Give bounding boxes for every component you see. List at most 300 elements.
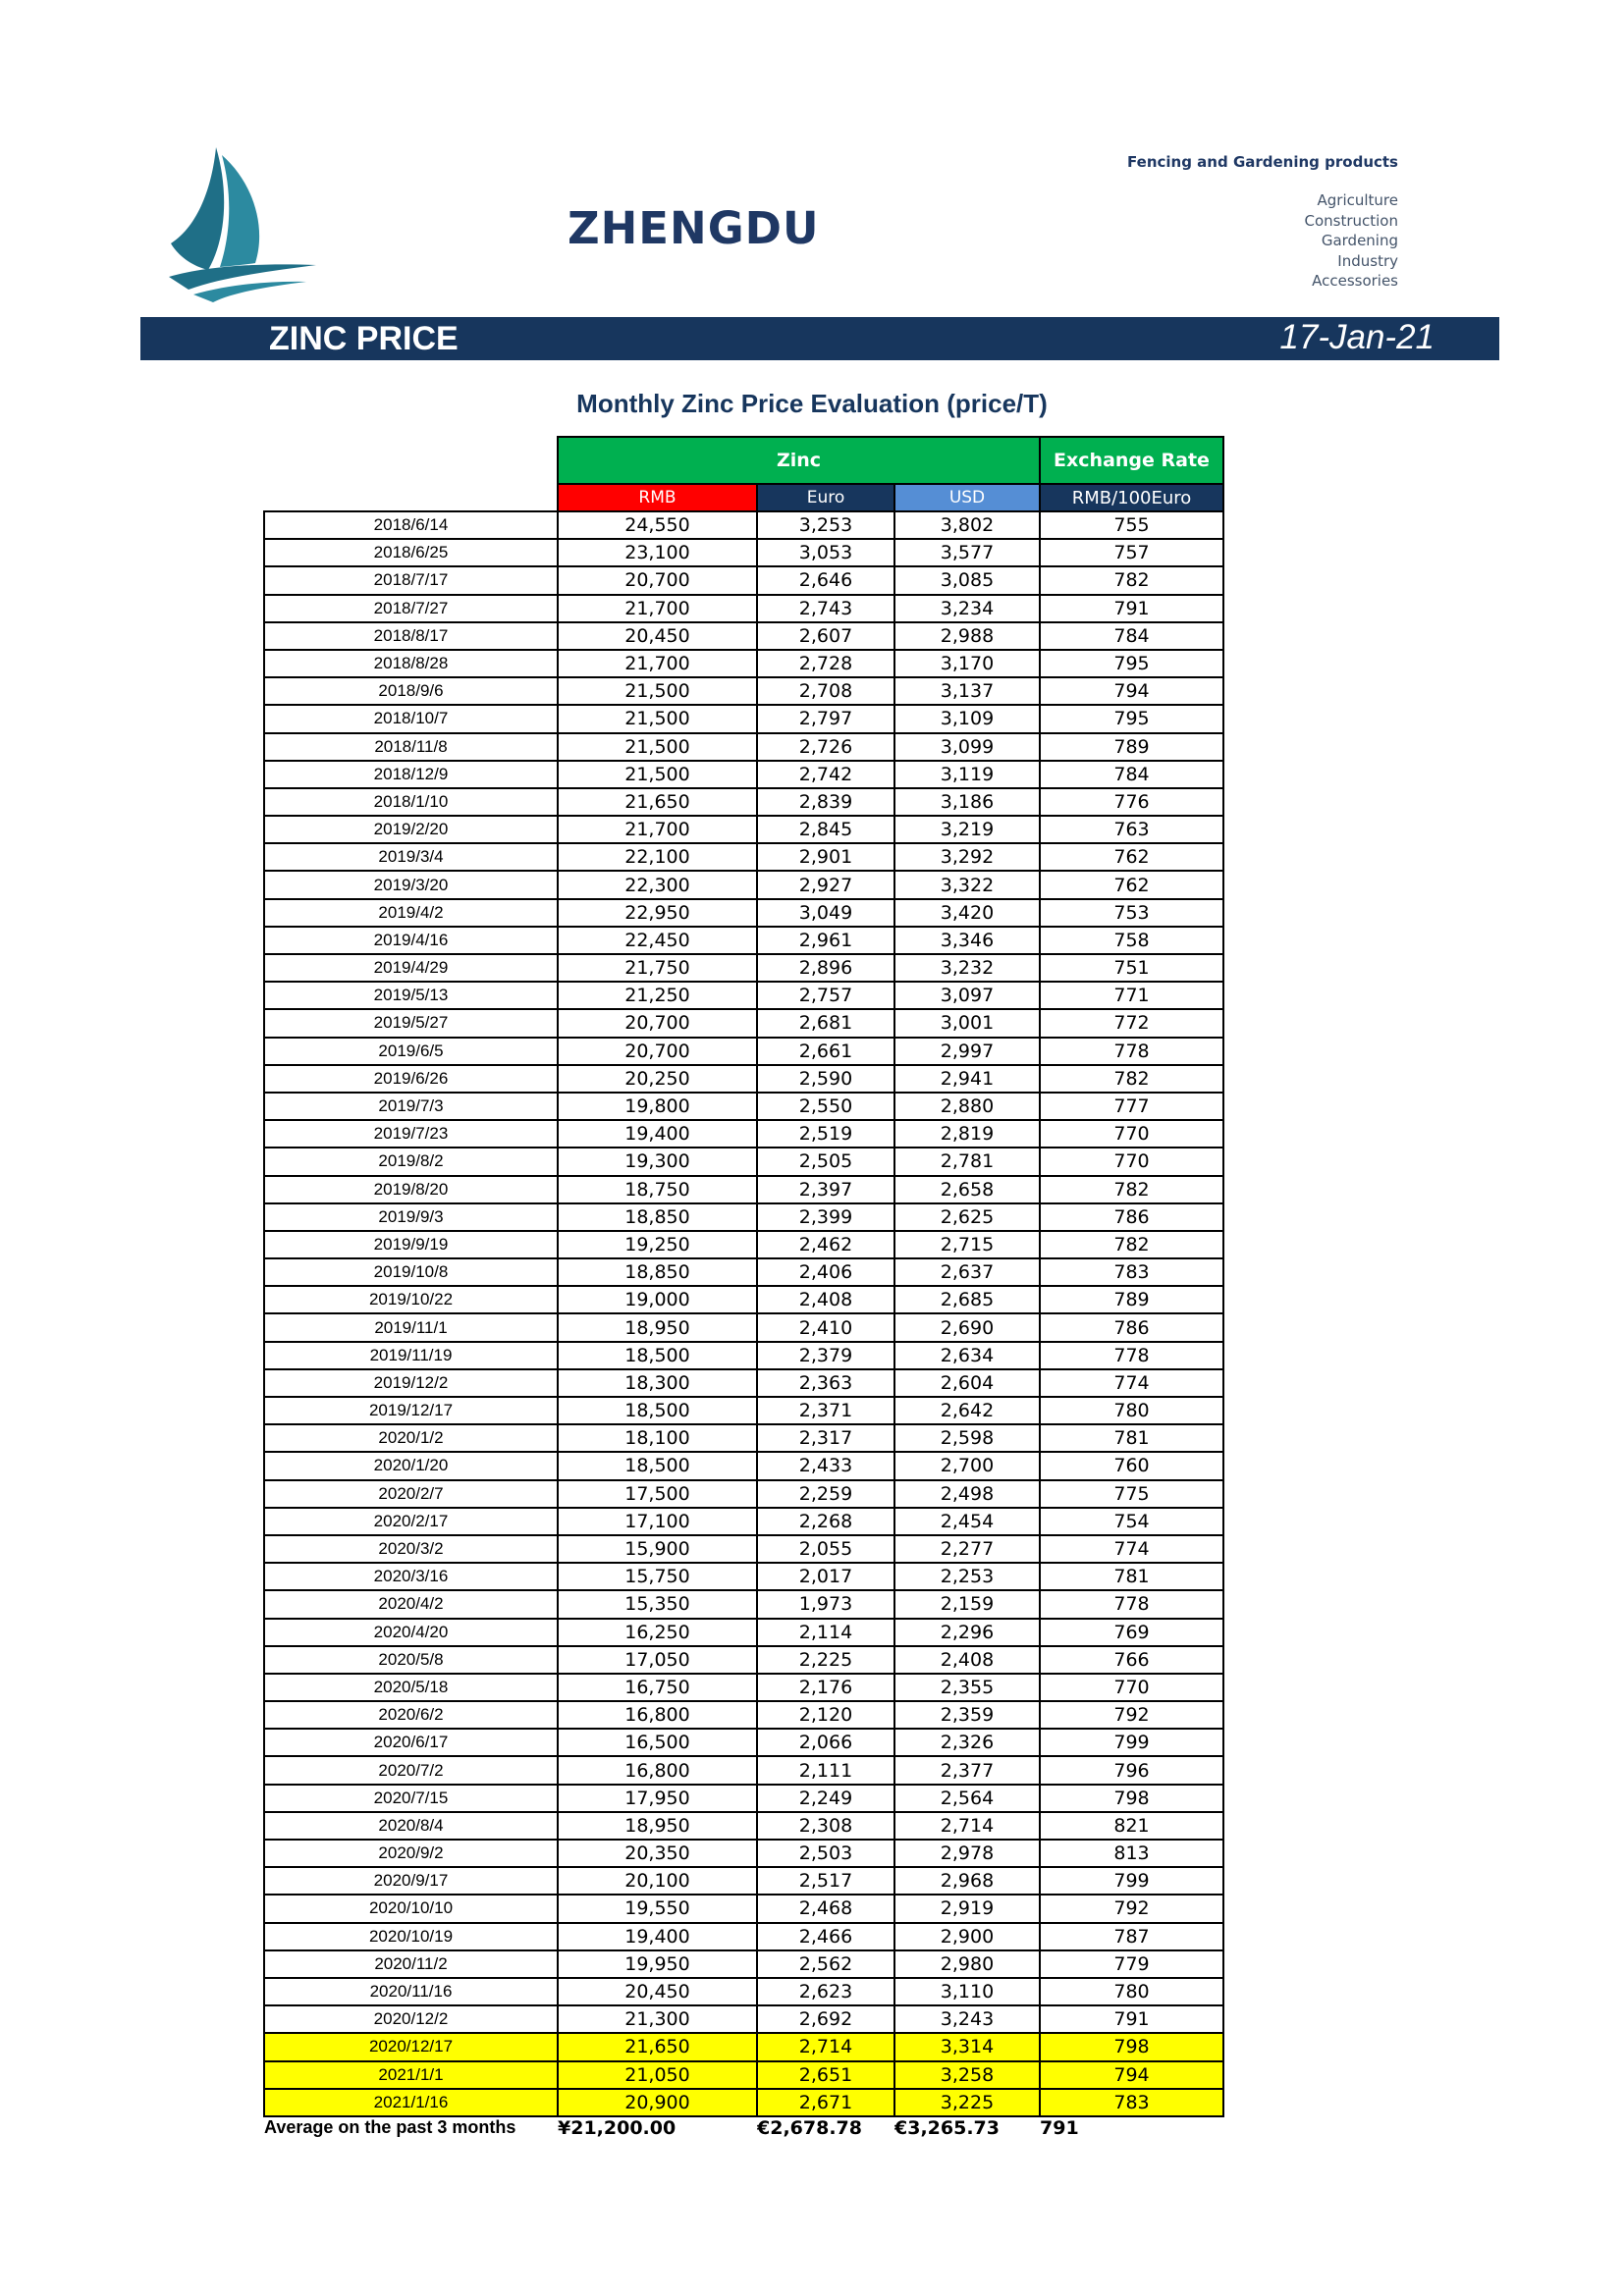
table-row [264, 1148, 1223, 1175]
column-header-rmb: RMB [558, 484, 757, 511]
table-row [264, 1342, 1223, 1369]
table-row [264, 1867, 1223, 1895]
taglines [1127, 153, 1398, 292]
cell-rate: 792 [1040, 1701, 1223, 1729]
cell-euro: 2,743 [757, 595, 894, 622]
cell-usd: 2,277 [894, 1535, 1040, 1563]
cell-rate: 787 [1040, 1923, 1223, 1950]
cell-usd: 3,258 [894, 2061, 1040, 2089]
cell-rate: 782 [1040, 1176, 1223, 1203]
cell-rate: 778 [1040, 1342, 1223, 1369]
cell-euro: 2,410 [757, 1313, 894, 1341]
cell-date: 2020/3/16 [264, 1563, 558, 1590]
cell-rate: 769 [1040, 1619, 1223, 1646]
cell-rmb: 21,750 [558, 954, 757, 982]
table-row [264, 1978, 1223, 2005]
table-row [264, 1535, 1223, 1563]
cell-rmb: 21,300 [558, 2005, 757, 2033]
cell-usd: 3,234 [894, 595, 1040, 622]
cell-rate: 813 [1040, 1840, 1223, 1867]
cell-usd: 3,110 [894, 1978, 1040, 2005]
table-row [264, 2033, 1223, 2060]
cell-rate: 821 [1040, 1812, 1223, 1840]
cell-usd: 2,355 [894, 1674, 1040, 1701]
cell-rate: 792 [1040, 1895, 1223, 1922]
table-row [264, 595, 1223, 622]
cell-date: 2019/6/5 [264, 1038, 558, 1065]
cell-usd: 3,225 [894, 2089, 1040, 2116]
cell-usd: 2,377 [894, 1756, 1040, 1784]
average-usd: €3,265.73 [894, 2116, 1000, 2139]
cell-euro: 2,399 [757, 1203, 894, 1231]
cell-usd: 2,625 [894, 1203, 1040, 1231]
cell-usd: 2,690 [894, 1313, 1040, 1341]
cell-euro: 2,550 [757, 1093, 894, 1120]
cell-rate: 779 [1040, 1950, 1223, 1978]
cell-rate: 784 [1040, 622, 1223, 650]
cell-date: 2019/10/8 [264, 1258, 558, 1286]
cell-euro: 2,742 [757, 761, 894, 788]
cell-date: 2018/7/27 [264, 595, 558, 622]
cell-date: 2019/10/22 [264, 1286, 558, 1313]
cell-rate: 774 [1040, 1369, 1223, 1397]
cell-usd: 2,997 [894, 1038, 1040, 1065]
table-row [264, 1397, 1223, 1424]
cell-rate: 784 [1040, 761, 1223, 788]
cell-rmb: 18,750 [558, 1176, 757, 1203]
cell-usd: 2,454 [894, 1508, 1040, 1535]
table-row [264, 899, 1223, 927]
cell-date: 2020/12/17 [264, 2033, 558, 2060]
cell-rmb: 16,750 [558, 1674, 757, 1701]
cell-date: 2020/10/10 [264, 1895, 558, 1922]
cell-rmb: 16,250 [558, 1619, 757, 1646]
cell-rate: 782 [1040, 1065, 1223, 1093]
cell-rate: 757 [1040, 539, 1223, 566]
cell-usd: 2,988 [894, 622, 1040, 650]
cell-rmb: 17,500 [558, 1480, 757, 1508]
sailboat-logo-icon [169, 147, 316, 304]
table-row [264, 1756, 1223, 1784]
cell-euro: 2,714 [757, 2033, 894, 2060]
cell-euro: 2,562 [757, 1950, 894, 1978]
cell-rmb: 21,700 [558, 595, 757, 622]
cell-usd: 2,564 [894, 1785, 1040, 1812]
cell-euro: 2,379 [757, 1342, 894, 1369]
cell-usd: 3,577 [894, 539, 1040, 566]
table-row [264, 982, 1223, 1009]
zinc-group-header: Zinc [558, 437, 1040, 484]
cell-usd: 3,219 [894, 816, 1040, 843]
cell-rmb: 17,050 [558, 1646, 757, 1674]
table-row [264, 788, 1223, 816]
cell-euro: 2,651 [757, 2061, 894, 2089]
cell-usd: 3,109 [894, 705, 1040, 732]
cell-usd: 2,919 [894, 1895, 1040, 1922]
cell-date: 2020/10/19 [264, 1923, 558, 1950]
cell-rate: 755 [1040, 511, 1223, 539]
cell-rmb: 18,100 [558, 1424, 757, 1452]
table-row [264, 1646, 1223, 1674]
cell-usd: 3,292 [894, 843, 1040, 871]
average-row [264, 2116, 1223, 2139]
cell-euro: 2,961 [757, 927, 894, 954]
cell-euro: 2,519 [757, 1120, 894, 1148]
cell-rmb: 21,500 [558, 761, 757, 788]
cell-rmb: 21,650 [558, 788, 757, 816]
cell-euro: 2,671 [757, 2089, 894, 2116]
column-header-usd: USD [894, 484, 1040, 511]
table-row [264, 1674, 1223, 1701]
cell-date: 2019/5/27 [264, 1009, 558, 1037]
report-date: 17-Jan-21 [1279, 318, 1435, 356]
cell-rmb: 20,450 [558, 622, 757, 650]
cell-usd: 3,186 [894, 788, 1040, 816]
cell-usd: 2,498 [894, 1480, 1040, 1508]
cell-rate: 791 [1040, 595, 1223, 622]
table-row [264, 871, 1223, 898]
cell-usd: 2,634 [894, 1342, 1040, 1369]
cell-date: 2020/2/7 [264, 1480, 558, 1508]
cell-euro: 2,517 [757, 1867, 894, 1895]
table-row [264, 1120, 1223, 1148]
table-row [264, 1313, 1223, 1341]
cell-rate: 778 [1040, 1038, 1223, 1065]
cell-rate: 772 [1040, 1009, 1223, 1037]
cell-date: 2020/7/2 [264, 1756, 558, 1784]
table-row [264, 2005, 1223, 2033]
table-row [264, 1923, 1223, 1950]
cell-rmb: 20,700 [558, 566, 757, 594]
cell-usd: 2,700 [894, 1452, 1040, 1479]
column-header-euro: Euro [757, 484, 894, 511]
cell-usd: 3,314 [894, 2033, 1040, 2060]
cell-rmb: 20,450 [558, 1978, 757, 2005]
cell-euro: 2,927 [757, 871, 894, 898]
cell-euro: 2,259 [757, 1480, 894, 1508]
cell-rmb: 20,700 [558, 1038, 757, 1065]
table-row [264, 1258, 1223, 1286]
cell-rmb: 20,350 [558, 1840, 757, 1867]
cell-date: 2020/12/2 [264, 2005, 558, 2033]
cell-euro: 2,590 [757, 1065, 894, 1093]
cell-date: 2020/9/17 [264, 1867, 558, 1895]
average-label: Average on the past 3 months [264, 2117, 516, 2138]
table-row [264, 1812, 1223, 1840]
cell-euro: 2,708 [757, 677, 894, 705]
cell-rate: 770 [1040, 1120, 1223, 1148]
cell-rate: 795 [1040, 650, 1223, 677]
title-banner [140, 317, 1499, 360]
cell-date: 2020/5/8 [264, 1646, 558, 1674]
cell-date: 2020/1/20 [264, 1452, 558, 1479]
cell-rate: 795 [1040, 705, 1223, 732]
cell-rmb: 15,750 [558, 1563, 757, 1590]
cell-euro: 2,681 [757, 1009, 894, 1037]
cell-rmb: 19,950 [558, 1950, 757, 1978]
cell-date: 2019/4/29 [264, 954, 558, 982]
cell-rate: 791 [1040, 2005, 1223, 2033]
cell-rmb: 15,350 [558, 1590, 757, 1618]
cell-rate: 794 [1040, 2061, 1223, 2089]
cell-rate: 799 [1040, 1729, 1223, 1756]
cell-date: 2019/4/16 [264, 927, 558, 954]
cell-euro: 2,839 [757, 788, 894, 816]
cell-rate: 753 [1040, 899, 1223, 927]
cell-usd: 3,346 [894, 927, 1040, 954]
cell-usd: 2,359 [894, 1701, 1040, 1729]
table-row [264, 816, 1223, 843]
table-row [264, 1563, 1223, 1590]
cell-euro: 2,371 [757, 1397, 894, 1424]
cell-usd: 2,900 [894, 1923, 1040, 1950]
cell-rate: 789 [1040, 1286, 1223, 1313]
cell-date: 2019/7/3 [264, 1093, 558, 1120]
cell-date: 2020/3/2 [264, 1535, 558, 1563]
cell-euro: 2,623 [757, 1978, 894, 2005]
table-row [264, 2061, 1223, 2089]
cell-euro: 2,249 [757, 1785, 894, 1812]
cell-euro: 2,433 [757, 1452, 894, 1479]
cell-usd: 3,243 [894, 2005, 1040, 2033]
cell-rmb: 17,950 [558, 1785, 757, 1812]
cell-usd: 3,232 [894, 954, 1040, 982]
cell-euro: 2,408 [757, 1286, 894, 1313]
table-row [264, 1286, 1223, 1313]
cell-rmb: 21,500 [558, 705, 757, 732]
cell-date: 2019/8/20 [264, 1176, 558, 1203]
cell-euro: 2,845 [757, 816, 894, 843]
table-row [264, 1038, 1223, 1065]
table-row [264, 1619, 1223, 1646]
cell-date: 2019/12/17 [264, 1397, 558, 1424]
cell-rmb: 22,100 [558, 843, 757, 871]
cell-euro: 2,462 [757, 1231, 894, 1258]
cell-euro: 2,797 [757, 705, 894, 732]
cell-date: 2019/9/3 [264, 1203, 558, 1231]
cell-usd: 2,598 [894, 1424, 1040, 1452]
table-row [264, 1840, 1223, 1867]
cell-date: 2021/1/1 [264, 2061, 558, 2089]
cell-rate: 775 [1040, 1480, 1223, 1508]
cell-date: 2020/11/2 [264, 1950, 558, 1978]
cell-date: 2019/8/2 [264, 1148, 558, 1175]
cell-euro: 1,973 [757, 1590, 894, 1618]
cell-euro: 2,607 [757, 622, 894, 650]
cell-rmb: 21,700 [558, 650, 757, 677]
table-row [264, 1203, 1223, 1231]
cell-date: 2020/8/4 [264, 1812, 558, 1840]
cell-rmb: 19,300 [558, 1148, 757, 1175]
cell-rate: 762 [1040, 871, 1223, 898]
cell-usd: 2,642 [894, 1397, 1040, 1424]
cell-euro: 2,661 [757, 1038, 894, 1065]
cell-rmb: 16,800 [558, 1756, 757, 1784]
cell-usd: 2,296 [894, 1619, 1040, 1646]
cell-euro: 2,468 [757, 1895, 894, 1922]
cell-usd: 3,097 [894, 982, 1040, 1009]
page-title: ZINC PRICE [269, 320, 459, 357]
cell-rmb: 22,950 [558, 899, 757, 927]
table-row [264, 1424, 1223, 1452]
cell-euro: 2,466 [757, 1923, 894, 1950]
cell-usd: 2,968 [894, 1867, 1040, 1895]
cell-euro: 2,757 [757, 982, 894, 1009]
cell-usd: 3,420 [894, 899, 1040, 927]
header-blank [264, 484, 558, 511]
cell-usd: 2,715 [894, 1231, 1040, 1258]
brand-name: ZHENGDU [568, 202, 820, 254]
cell-rmb: 19,000 [558, 1286, 757, 1313]
cell-usd: 3,802 [894, 511, 1040, 539]
cell-date: 2020/6/17 [264, 1729, 558, 1756]
cell-usd: 2,819 [894, 1120, 1040, 1148]
column-header-rate: RMB/100Euro [1040, 484, 1223, 511]
cell-euro: 2,728 [757, 650, 894, 677]
cell-rate: 766 [1040, 1646, 1223, 1674]
table-row [264, 954, 1223, 982]
cell-date: 2019/6/26 [264, 1065, 558, 1093]
cell-rmb: 16,800 [558, 1701, 757, 1729]
category-item: Industry [1337, 251, 1398, 270]
cell-usd: 2,685 [894, 1286, 1040, 1313]
cell-date: 2019/3/4 [264, 843, 558, 871]
cell-euro: 2,066 [757, 1729, 894, 1756]
cell-rate: 762 [1040, 843, 1223, 871]
cell-usd: 3,099 [894, 733, 1040, 761]
cell-euro: 2,397 [757, 1176, 894, 1203]
cell-euro: 2,317 [757, 1424, 894, 1452]
cell-rmb: 22,300 [558, 871, 757, 898]
zinc-price-table [263, 436, 1224, 2139]
table-row [264, 1729, 1223, 1756]
cell-rate: 758 [1040, 927, 1223, 954]
cell-usd: 3,119 [894, 761, 1040, 788]
cell-rate: 770 [1040, 1148, 1223, 1175]
cell-euro: 2,406 [757, 1258, 894, 1286]
category-item: Gardening [1321, 232, 1398, 249]
cell-euro: 2,114 [757, 1619, 894, 1646]
cell-rmb: 18,950 [558, 1812, 757, 1840]
cell-date: 2019/11/1 [264, 1313, 558, 1341]
cell-rate: 754 [1040, 1508, 1223, 1535]
cell-euro: 2,225 [757, 1646, 894, 1674]
table-row [264, 1452, 1223, 1479]
cell-rmb: 20,100 [558, 1867, 757, 1895]
cell-usd: 2,714 [894, 1812, 1040, 1840]
cell-rate: 783 [1040, 1258, 1223, 1286]
table-row [264, 733, 1223, 761]
cell-rmb: 18,500 [558, 1342, 757, 1369]
cell-usd: 3,137 [894, 677, 1040, 705]
table-row [264, 1009, 1223, 1037]
cell-rate: 799 [1040, 1867, 1223, 1895]
cell-usd: 3,170 [894, 650, 1040, 677]
cell-rate: 782 [1040, 1231, 1223, 1258]
cell-euro: 2,268 [757, 1508, 894, 1535]
table-row [264, 650, 1223, 677]
cell-date: 2018/11/8 [264, 733, 558, 761]
cell-rate: 770 [1040, 1674, 1223, 1701]
table-row [264, 511, 1223, 539]
cell-rmb: 15,900 [558, 1535, 757, 1563]
cell-rmb: 21,500 [558, 733, 757, 761]
table-row [264, 927, 1223, 954]
table-row [264, 1176, 1223, 1203]
table-row [264, 1369, 1223, 1397]
category-item: Accessories [1312, 272, 1398, 290]
cell-rate: 794 [1040, 677, 1223, 705]
cell-usd: 2,781 [894, 1148, 1040, 1175]
cell-date: 2018/8/17 [264, 622, 558, 650]
cell-usd: 2,658 [894, 1176, 1040, 1203]
cell-usd: 2,880 [894, 1093, 1040, 1120]
cell-euro: 2,055 [757, 1535, 894, 1563]
cell-rate: 796 [1040, 1756, 1223, 1784]
table-row [264, 1785, 1223, 1812]
average-rmb: ¥21,200.00 [558, 2116, 677, 2139]
table-row [264, 1231, 1223, 1258]
cell-rate: 778 [1040, 1590, 1223, 1618]
cell-rate: 776 [1040, 788, 1223, 816]
average-euro: €2,678.78 [757, 2116, 862, 2139]
cell-usd: 2,604 [894, 1369, 1040, 1397]
cell-date: 2019/11/19 [264, 1342, 558, 1369]
cell-date: 2018/8/28 [264, 650, 558, 677]
table-row [264, 1093, 1223, 1120]
table-row [264, 1508, 1223, 1535]
table-row [264, 1895, 1223, 1922]
cell-usd: 2,941 [894, 1065, 1040, 1093]
cell-date: 2018/1/10 [264, 788, 558, 816]
category-item: Agriculture [1317, 191, 1398, 209]
cell-euro: 2,726 [757, 733, 894, 761]
cell-euro: 3,053 [757, 539, 894, 566]
cell-rate: 798 [1040, 1785, 1223, 1812]
cell-usd: 3,001 [894, 1009, 1040, 1037]
cell-euro: 2,896 [757, 954, 894, 982]
table-row [264, 566, 1223, 594]
cell-euro: 2,692 [757, 2005, 894, 2033]
table-row [264, 1065, 1223, 1093]
cell-euro: 2,503 [757, 1840, 894, 1867]
cell-rmb: 19,250 [558, 1231, 757, 1258]
cell-euro: 2,505 [757, 1148, 894, 1175]
table-title: Monthly Zinc Price Evaluation (price/T) [576, 389, 1048, 418]
cell-usd: 2,637 [894, 1258, 1040, 1286]
cell-rmb: 24,550 [558, 511, 757, 539]
table-row [264, 677, 1223, 705]
cell-date: 2018/9/6 [264, 677, 558, 705]
cell-euro: 2,363 [757, 1369, 894, 1397]
cell-rmb: 23,100 [558, 539, 757, 566]
cell-date: 2019/4/2 [264, 899, 558, 927]
cell-euro: 2,120 [757, 1701, 894, 1729]
cell-rmb: 20,250 [558, 1065, 757, 1093]
cell-date: 2019/7/23 [264, 1120, 558, 1148]
cell-rate: 789 [1040, 733, 1223, 761]
table-row [264, 622, 1223, 650]
table-row [264, 1950, 1223, 1978]
cell-usd: 2,326 [894, 1729, 1040, 1756]
cell-rmb: 21,700 [558, 816, 757, 843]
cell-date: 2019/9/19 [264, 1231, 558, 1258]
cell-euro: 2,308 [757, 1812, 894, 1840]
cell-date: 2020/9/2 [264, 1840, 558, 1867]
cell-rmb: 21,500 [558, 677, 757, 705]
table-row [264, 705, 1223, 732]
table-row [264, 1590, 1223, 1618]
